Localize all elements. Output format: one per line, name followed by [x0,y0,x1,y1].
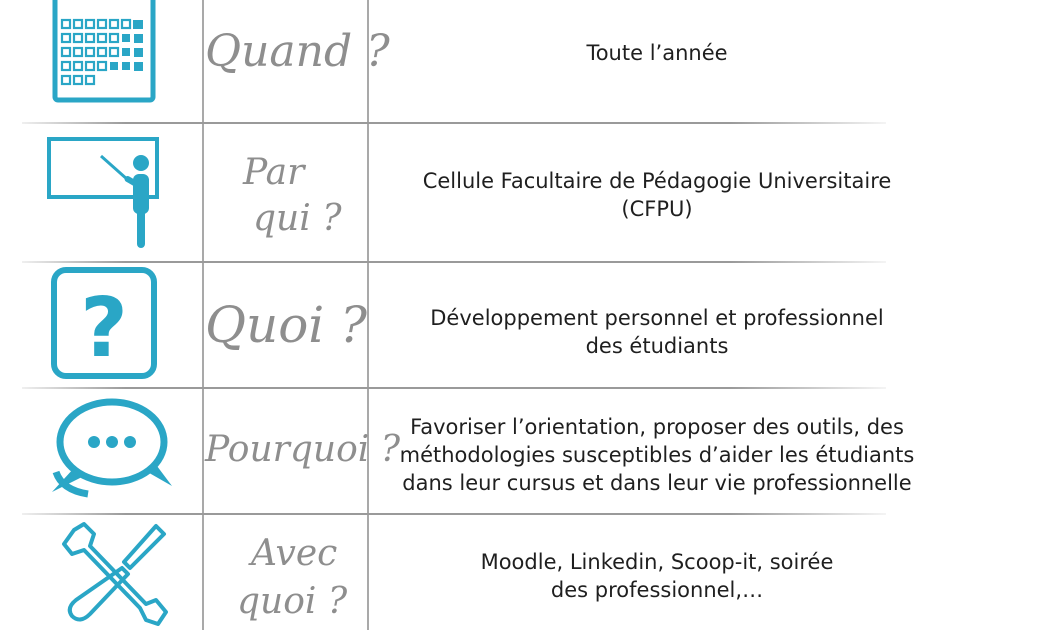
speech-bubble-icon [44,398,176,502]
row-divider [22,122,886,124]
answer-text [372,167,942,223]
row-divider [22,261,886,263]
question-line: qui ? [253,198,342,239]
column-divider-left [202,0,204,630]
column-divider-right [367,0,369,630]
answer-line: Moodle, Linkedin, Scoop-it, soirée [480,550,834,574]
answer-line: Toute l’année [586,41,728,65]
row-divider [22,387,886,389]
svg-text:?: ? [80,281,128,376]
question-mark-icon [50,266,158,380]
question-line: Quoi ? [205,296,367,354]
question-label [205,26,390,77]
answer-line: Développement personnel et professionnel [430,306,884,330]
answer-line: méthodologies susceptibles d’aider les étudiants [399,443,915,467]
tools-icon [60,520,170,630]
answer-text [372,39,942,67]
answer-line: des professionnel,… [550,578,764,602]
answer-line: Favoriser l’orientation, proposer des outils, des [410,415,904,439]
question-line: quoi ? [237,581,348,622]
answer-line: des étudiants [585,334,729,358]
answer-text [372,413,942,497]
answer-line: Cellule Facultaire de Pédagogie Universitaire [422,169,892,193]
question-label [205,150,365,242]
question-line: Par [243,152,305,193]
question-label [205,429,400,470]
answer-text [372,548,942,604]
teacher-board-icon [46,136,166,251]
answer-text [372,304,942,360]
row-divider [22,513,886,515]
question-line: Avec [251,533,338,574]
calendar-icon [52,0,156,104]
question-line: Pourquoi ? [205,429,400,470]
question-line: Quand ? [205,26,390,77]
answer-line: dans leur cursus et dans leur vie professionnelle [402,471,912,495]
question-label [205,530,365,626]
answer-line: (CFPU) [621,197,693,221]
question-label [205,296,367,354]
